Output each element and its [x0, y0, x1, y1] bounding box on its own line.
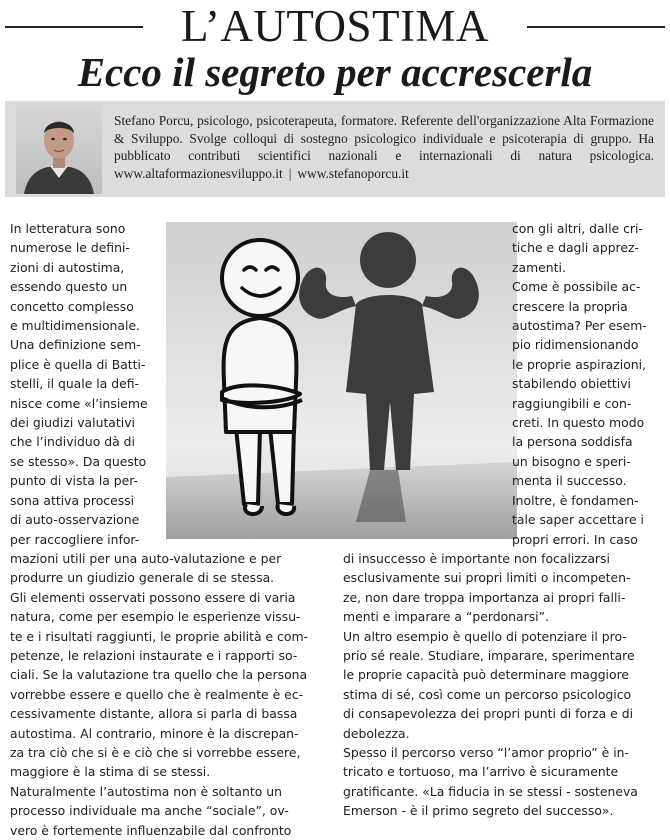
text-line: esclusivamente sui propri limiti o incompeten- — [343, 570, 631, 586]
text-line: cessivamente distante, allora si parla di bassa — [10, 706, 298, 722]
website-link-altaformazione[interactable]: www.altaformazionesviluppo.it — [114, 165, 283, 181]
text-line: Naturalmente l’autostima non è soltanto un — [10, 783, 282, 799]
text-line: tricato e tortuoso, ma l’arrivo è sicuramente — [343, 764, 619, 780]
text-line: le proprie capacità può determinare maggiore — [343, 667, 630, 683]
website-link-stefanoporcu[interactable]: www.stefanoporcu.it — [297, 165, 409, 181]
text-line: raggiungibili e con- — [512, 395, 632, 411]
text-line: zioni di autostima, — [10, 259, 125, 275]
text-line: le proprie aspirazioni, — [512, 356, 647, 372]
text-line: creti. In questo modo — [512, 415, 645, 431]
text-line: ciali. Se la valutazione tra quello che la persona — [10, 667, 308, 683]
text-line: menta il successo. — [512, 473, 627, 489]
text-line: stabilendo obiettivi — [512, 376, 631, 392]
text-line: nisce come «l’insieme — [10, 395, 148, 411]
text-line: petenze, le relazioni instaurate e i rapporti so- — [10, 648, 298, 664]
text-line: debolezza. — [343, 725, 410, 741]
text-line: In letteratura sono — [10, 221, 126, 236]
author-photo — [16, 104, 102, 194]
text-line: che l’individuo dà di — [10, 434, 135, 450]
text-line: di auto-osservazione — [10, 512, 140, 528]
text-line: te e i risultati raggiunti, le proprie abilità e com- — [10, 628, 308, 644]
text-line: un bisogno e speri- — [512, 453, 631, 469]
author-bio — [114, 112, 654, 182]
text-line: Un altro esempio è quello di potenziare il pro- — [343, 628, 627, 644]
article-right-column — [512, 219, 660, 549]
text-line: vorrebbe essere e quello che è realmente è ec- — [10, 686, 304, 702]
text-line: la persona soddisfa — [512, 434, 633, 450]
text-line: mazioni utili per una auto-valutazione e per — [10, 551, 282, 566]
text-line: dei giudizi valutativi — [10, 415, 135, 431]
text-line: menti e imparare a “perdonarsi”. — [343, 609, 549, 625]
text-line: propri errori. In caso — [512, 531, 638, 547]
page-title: L’AUTOSTIMA — [180, 1, 490, 51]
text-line: Emerson - è il primo segreto del successo». — [343, 803, 614, 819]
text-line: Inoltre, è fondamen- — [512, 492, 639, 508]
text-line: numerose le defini- — [10, 240, 130, 256]
text-line: sona attiva processi — [10, 492, 135, 508]
text-line: processo individuale ma anche “sociale”, ov- — [10, 803, 289, 819]
text-line: natura, come per esempio le esperienze vissu- — [10, 609, 301, 625]
text-line: produrre un giudizio generale di se stessa. — [10, 570, 275, 586]
text-line: concetto complesso — [10, 298, 134, 314]
text-line: Una definizione sem- — [10, 337, 141, 353]
text-line: di consapevolezza dei propri punti di forza e di — [343, 706, 634, 722]
text-line: e multidimensionale. — [10, 318, 141, 334]
article-illustration — [166, 222, 517, 539]
text-line: essendo questo un — [10, 279, 128, 295]
text-line: tale saper accettare i — [512, 512, 645, 528]
text-line: za tra ciò che si è e ciò che si vorrebbe essere, — [10, 745, 301, 761]
text-line: Spesso il percorso verso “l’amor proprio” è in- — [343, 745, 629, 761]
text-line: autostima. Al contrario, minore è la discrepan- — [10, 725, 299, 741]
text-line: zamenti. — [512, 259, 566, 275]
text-line: con gli altri, dalle cri- — [512, 221, 643, 236]
text-line: stima di sé, così come un percorso psicologico — [343, 686, 632, 702]
text-line: crescere la propria — [512, 298, 628, 314]
text-line: Come è possibile ac- — [512, 279, 641, 295]
text-line: ze, non dare troppa importanza ai propri falli- — [343, 589, 626, 605]
text-line: gratificante. «La fiducia in se stessi - sosteneva — [343, 783, 638, 799]
text-line: se stesso». Da questo — [10, 453, 147, 469]
article-right-wide — [343, 549, 660, 821]
text-line: tiche e dagli apprez- — [512, 240, 639, 256]
page-subtitle: Ecco il segreto per accrescerla — [77, 49, 593, 95]
text-line: autostima? Per esem- — [512, 318, 647, 334]
text-line: Gli elementi osservati possono essere di varia — [10, 589, 296, 605]
text-line: stelli, il quale la defi- — [10, 376, 140, 392]
article-left-wide — [10, 549, 328, 840]
text-line: vero è fortemente influenzabile dal confronto — [10, 822, 292, 838]
text-line: prio sé reale. Studiare, imparare, sperimentare — [343, 648, 635, 664]
text-line: di insuccesso è importante non focalizzarsi — [343, 551, 610, 566]
text-line: maggiore è la stima di se stessi. — [10, 764, 211, 780]
text-line: pio ridimensionando — [512, 337, 639, 353]
article-left-column — [10, 219, 157, 549]
text-line: per raccogliere infor- — [10, 531, 140, 547]
text-line: plice è quella di Batti- — [10, 356, 146, 372]
text-line: punto di vista la per- — [10, 473, 139, 489]
smiling-figure-strong-shadow-icon — [166, 222, 517, 539]
website-separator: | — [288, 165, 292, 181]
author-bio-text: Stefano Porcu, psicologo, psicoterapeuta, formatore. Referente dell'organizzazione Alta Formazione & Sviluppo. Svolge colloqui di sostegno psicologico individuale e psicoterapia di gruppo. Ha pubblicato contributi scientifici nazionali e internazionali di natura psicologica. — [114, 113, 654, 163]
